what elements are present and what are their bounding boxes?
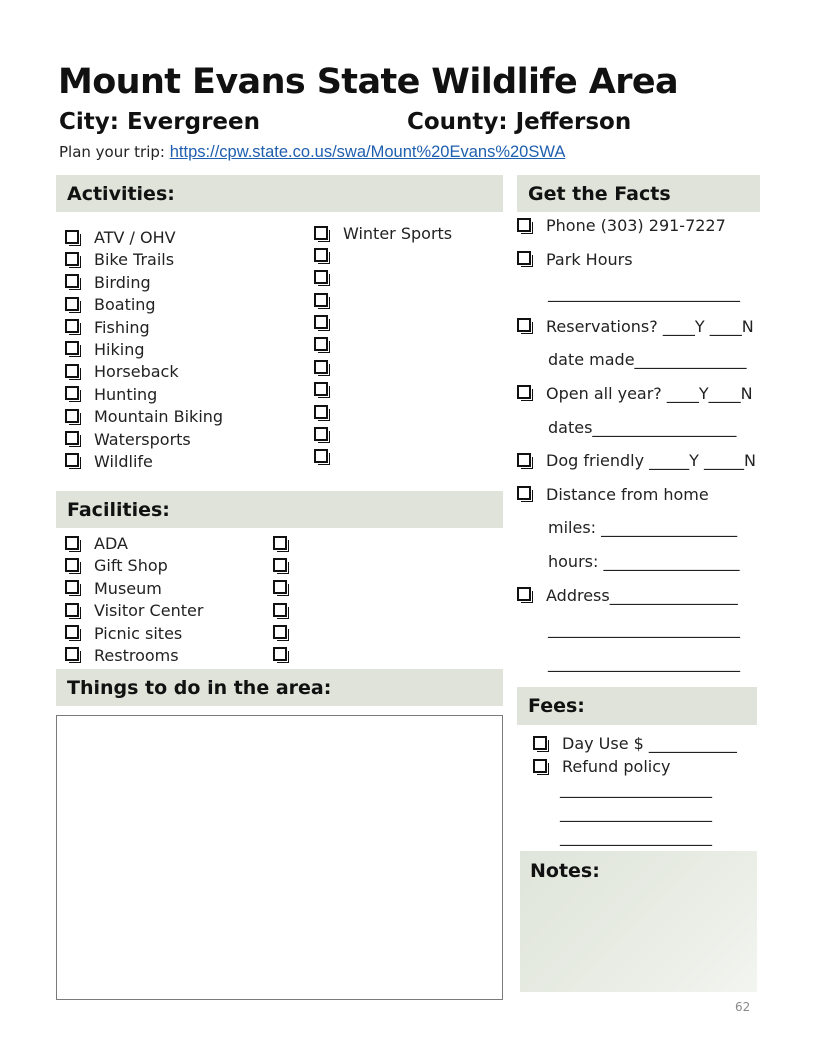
checkbox[interactable]	[314, 382, 328, 396]
checkbox[interactable]	[533, 736, 547, 750]
list-item	[65, 645, 203, 667]
facts-heading: Get the Facts	[517, 175, 760, 212]
activities-list-col2	[314, 223, 452, 469]
facts-list	[517, 209, 756, 679]
list-item	[273, 645, 302, 667]
things-to-do-box[interactable]	[56, 715, 503, 1000]
checkbox[interactable]	[273, 536, 287, 550]
list-item	[273, 578, 302, 600]
checkbox[interactable]	[314, 270, 328, 284]
fact-distance	[517, 478, 756, 512]
list-item	[65, 451, 223, 473]
activity-label: ATV / OHV	[94, 228, 176, 247]
facility-label: Restrooms	[94, 645, 179, 665]
checkbox[interactable]	[273, 603, 287, 617]
page-title: Mount Evans State Wildlife Area	[58, 62, 679, 102]
activity-label: Wildlife	[94, 451, 153, 471]
checkbox[interactable]	[65, 364, 79, 378]
fact-open-all-year	[517, 377, 756, 411]
checkbox[interactable]	[517, 318, 531, 332]
miles-field[interactable]: miles: _________________	[548, 518, 738, 538]
hours-field[interactable]: hours: _________________	[548, 551, 740, 571]
fees-heading: Fees:	[517, 687, 757, 725]
checkbox[interactable]	[65, 230, 79, 244]
checkbox[interactable]	[65, 453, 79, 467]
list-item	[314, 357, 452, 379]
checkbox[interactable]	[517, 453, 531, 467]
checkbox[interactable]	[314, 427, 328, 441]
checkbox[interactable]	[65, 536, 79, 550]
date-made-field[interactable]: date made______________	[548, 350, 747, 370]
checkbox[interactable]	[65, 625, 79, 639]
list-item	[314, 313, 452, 335]
activities-heading: Activities:	[56, 175, 503, 212]
fact-address	[517, 579, 756, 613]
list-item	[65, 361, 223, 383]
list-item	[273, 623, 302, 645]
list-item	[65, 623, 203, 645]
activity-label: Bike Trails	[94, 250, 175, 270]
list-item	[314, 447, 452, 469]
list-item	[314, 402, 452, 424]
checkbox[interactable]	[533, 759, 547, 773]
facility-label: ADA	[94, 534, 128, 553]
list-item	[314, 245, 452, 267]
checkbox[interactable]	[65, 558, 79, 572]
activity-label: Winter Sports	[343, 224, 453, 243]
things-to-do-heading: Things to do in the area:	[56, 669, 503, 706]
fee-refund-policy	[533, 755, 737, 778]
plan-trip-line	[59, 143, 565, 162]
address-line[interactable]: ________________________	[548, 619, 740, 639]
plan-trip-link[interactable]: https://cpw.state.co.us/swa/Mount%20Evans%20SWA	[169, 143, 566, 161]
activity-label: Fishing	[94, 317, 150, 337]
facility-label: Visitor Center	[94, 601, 204, 621]
checkbox[interactable]	[517, 251, 531, 265]
checkbox[interactable]	[517, 385, 531, 399]
checkbox[interactable]	[273, 625, 287, 639]
checkbox[interactable]	[314, 315, 328, 329]
dates-field[interactable]: dates__________________	[548, 417, 737, 437]
list-item	[65, 294, 223, 316]
list-item	[65, 317, 223, 339]
city-label: City: Evergreen	[59, 109, 260, 135]
list-item	[65, 384, 223, 406]
notes-box[interactable]	[520, 851, 757, 992]
activity-label: Boating	[94, 295, 156, 315]
page-number: 62	[735, 1000, 751, 1014]
fees-list	[533, 732, 737, 778]
distance-text: Distance from home	[546, 484, 709, 504]
checkbox[interactable]	[517, 587, 531, 601]
list-item	[273, 600, 302, 622]
checkbox[interactable]	[314, 293, 328, 307]
list-item	[65, 578, 203, 600]
list-item	[65, 600, 203, 622]
checkbox[interactable]	[65, 274, 79, 288]
list-item	[65, 533, 203, 555]
park-hours-line[interactable]: ________________________	[548, 283, 740, 303]
list-item	[314, 335, 452, 357]
facilities-list-col2	[273, 533, 302, 667]
list-item	[65, 429, 223, 451]
activity-label: Hiking	[94, 339, 145, 359]
facilities-list	[65, 533, 203, 667]
activities-list	[65, 227, 223, 473]
checkbox[interactable]	[65, 603, 79, 617]
activity-label: Mountain Biking	[94, 407, 224, 427]
fact-dog-friendly	[517, 444, 756, 478]
fee-day-use	[533, 732, 737, 755]
facilities-heading: Facilities:	[56, 491, 503, 528]
list-item	[314, 425, 452, 447]
fact-phone	[517, 209, 756, 243]
checkbox[interactable]	[65, 319, 79, 333]
list-item	[65, 272, 223, 294]
checkbox[interactable]	[65, 341, 79, 355]
park-hours-text: Park Hours	[546, 249, 633, 269]
facility-label: Gift Shop	[94, 556, 168, 576]
activity-label: Birding	[94, 272, 151, 292]
refund-policy-text: Refund policy	[562, 757, 671, 776]
refund-line[interactable]: ___________________	[560, 827, 712, 846]
checkbox[interactable]	[273, 558, 287, 572]
checkbox[interactable]	[314, 449, 328, 463]
checkbox[interactable]	[517, 486, 531, 500]
checkbox[interactable]	[273, 647, 287, 661]
plan-trip-label: Plan your trip:	[59, 143, 165, 161]
list-item	[314, 290, 452, 312]
list-item	[65, 555, 203, 577]
day-use-text: Day Use $ ___________	[562, 734, 737, 753]
refund-line[interactable]: ___________________	[560, 803, 712, 822]
list-item	[65, 249, 223, 271]
activity-label: Watersports	[94, 429, 191, 449]
notes-heading: Notes:	[530, 860, 600, 882]
checkbox[interactable]	[65, 580, 79, 594]
dog-friendly-text: Dog friendly _____Y _____N	[546, 451, 756, 471]
address-line[interactable]: ________________________	[548, 652, 740, 672]
checkbox[interactable]	[314, 337, 328, 351]
checkbox[interactable]	[65, 647, 79, 661]
checkbox[interactable]	[65, 431, 79, 445]
checkbox[interactable]	[65, 386, 79, 400]
checkbox[interactable]	[65, 252, 79, 266]
facility-label: Picnic sites	[94, 623, 183, 643]
list-item	[65, 406, 223, 428]
address-text: Address________________	[546, 585, 738, 605]
checkbox[interactable]	[517, 218, 531, 232]
list-item	[65, 227, 223, 249]
list-item	[314, 223, 452, 245]
list-item	[314, 268, 452, 290]
list-item	[314, 380, 452, 402]
refund-line[interactable]: ___________________	[560, 779, 712, 798]
checkbox[interactable]	[65, 409, 79, 423]
county-label: County: Jefferson	[407, 109, 632, 135]
facility-label: Museum	[94, 578, 162, 598]
checkbox[interactable]	[314, 248, 328, 262]
checkbox[interactable]	[273, 580, 287, 594]
checkbox[interactable]	[314, 226, 328, 240]
list-item	[273, 533, 302, 555]
activity-label: Hunting	[94, 384, 158, 404]
reservations-text: Reservations? ____Y ____N	[546, 316, 754, 336]
list-item	[65, 339, 223, 361]
list-item	[273, 555, 302, 577]
open-all-year-text: Open all year? ____Y____N	[546, 383, 753, 403]
checkbox[interactable]	[314, 360, 328, 374]
activity-label: Horseback	[94, 362, 179, 382]
checkbox[interactable]	[314, 405, 328, 419]
phone-text: Phone (303) 291-7227	[546, 216, 726, 235]
fact-park-hours	[517, 243, 756, 277]
checkbox[interactable]	[65, 297, 79, 311]
fact-reservations	[517, 310, 756, 344]
